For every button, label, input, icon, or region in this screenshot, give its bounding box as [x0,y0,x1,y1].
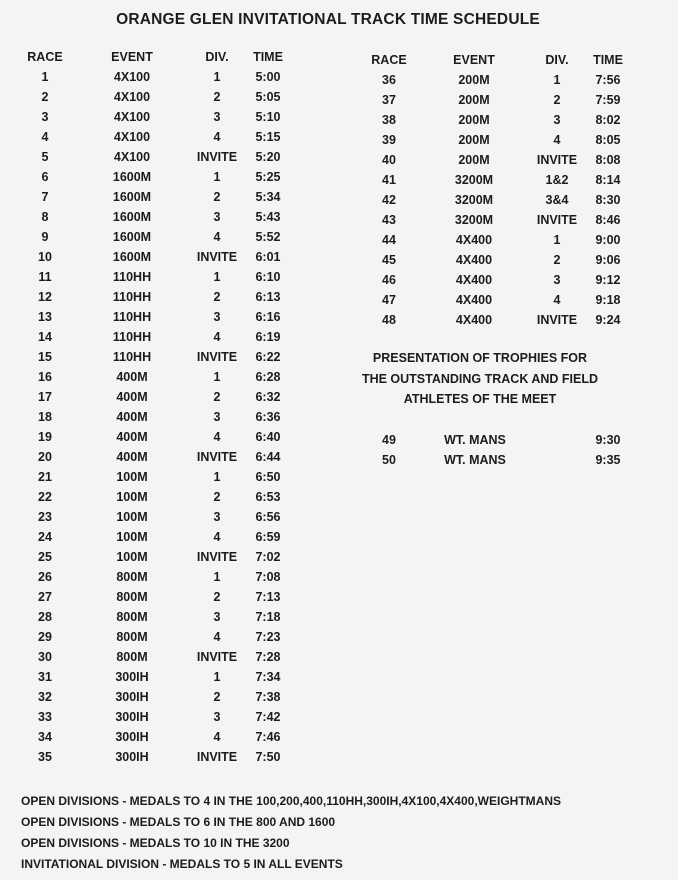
table-row [0,150,678,170]
race-number: 27 [38,590,52,604]
race-time: 9:35 [595,453,621,467]
note-line: OPEN DIVISIONS - MEDALS TO 4 IN THE 100,200,400,110HH,300IH,4X100,4X400,WEIGHTMANS [21,794,561,808]
table-row [0,507,340,527]
table-row [0,707,340,727]
presentation-line: PRESENTATION OF TROPHIES FOR [372,351,588,365]
event-name: 110HH [112,310,152,324]
event-name: 200M [458,73,490,87]
event-name: WT. MANS [444,453,506,467]
race-number: 2 [41,90,49,104]
event-name: 100M [116,530,148,544]
division: 1 [213,570,221,584]
division: 3 [213,710,221,724]
race-time: 5:05 [255,90,281,104]
race-time: 7:08 [255,570,281,584]
header-event: EVENT [453,53,495,67]
race-number: 32 [38,690,52,704]
race-time: 5:34 [255,190,281,204]
event-name: 400M [116,410,148,424]
event-name: 800M [116,610,148,624]
division: INVITE [196,550,238,564]
race-time: 5:10 [255,110,281,124]
event-name: 4X400 [455,233,493,247]
race-number: 47 [382,293,396,307]
page-title: ORANGE GLEN INVITATIONAL TRACK TIME SCHEDULE [116,11,540,28]
division: 4 [213,130,221,144]
event-name: 3200M [454,173,494,187]
race-number: 25 [38,550,52,564]
table-row [0,587,340,607]
race-time: 8:30 [595,193,621,207]
event-name: 200M [458,93,490,107]
division: 1 [213,470,221,484]
race-number: 10 [38,250,52,264]
race-time: 9:06 [595,253,621,267]
division: 4 [213,530,221,544]
table-row [0,627,340,647]
event-name: 200M [458,113,490,127]
note-line: OPEN DIVISIONS - MEDALS TO 6 IN THE 800 AND 1600 [21,815,336,829]
race-time: 6:32 [255,390,281,404]
race-number: 3 [41,110,49,124]
race-time: 6:36 [255,410,281,424]
event-name: 1600M [112,190,152,204]
division: INVITE [536,153,578,167]
event-name: 110HH [112,290,152,304]
race-number: 45 [382,253,396,267]
race-time: 6:19 [255,330,281,344]
race-time: 8:08 [595,153,621,167]
race-number: 17 [38,390,52,404]
race-number: 23 [38,510,52,524]
race-number: 49 [382,433,396,447]
race-time: 6:13 [255,290,281,304]
event-name: 4X400 [455,273,493,287]
race-time: 7:18 [255,610,281,624]
race-time: 7:46 [255,730,281,744]
note-line: OPEN DIVISIONS - MEDALS TO 10 IN THE 3200 [21,836,290,850]
event-name: 400M [116,430,148,444]
division: 1 [553,73,561,87]
race-number: 5 [41,150,49,164]
division: 1&2 [545,173,569,187]
table-row [0,747,340,767]
division: INVITE [196,150,238,164]
event-name: 800M [116,570,148,584]
event-name: 100M [116,550,148,564]
event-name: 1600M [112,170,152,184]
race-time: 5:25 [255,170,281,184]
table-row [0,407,340,427]
division: 3 [553,273,561,287]
race-time: 8:14 [595,173,621,187]
event-name: 4X100 [113,130,151,144]
event-name: 300IH [115,750,149,764]
event-name: 1600M [112,230,152,244]
race-time: 5:00 [255,70,281,84]
division: 4 [553,133,561,147]
note-line: INVITATIONAL DIVISION - MEDALS TO 5 IN ALL EVENTS [21,857,343,871]
medal-notes [21,791,561,875]
event-name: 100M [116,470,148,484]
event-name: 100M [116,510,148,524]
table-row [0,230,678,250]
table-row [0,90,678,110]
table-row [0,430,678,450]
event-name: 1600M [112,250,152,264]
event-name: 110HH [112,270,152,284]
table-row [0,647,340,667]
division: 2 [213,590,221,604]
race-number: 15 [38,350,52,364]
race-time: 6:40 [255,430,281,444]
event-name: 300IH [115,670,149,684]
division: 1 [213,370,221,384]
race-number: 24 [38,530,52,544]
race-number: 12 [38,290,52,304]
race-number: 34 [38,730,52,744]
event-name: 800M [116,630,148,644]
race-time: 6:22 [255,350,281,364]
division: INVITE [196,350,238,364]
race-time: 7:50 [255,750,281,764]
header-div: DIV. [545,53,569,67]
table-row [0,347,340,367]
event-name: 4X400 [455,313,493,327]
race-time: 5:20 [255,150,281,164]
table-row [0,607,340,627]
race-time: 7:23 [255,630,281,644]
presentation-line: THE OUTSTANDING TRACK AND FIELD [361,371,599,386]
division: 2 [213,490,221,504]
weight-events-table [0,430,678,470]
event-name: 110HH [112,350,152,364]
event-name: 300IH [115,690,149,704]
event-name: 110HH [112,330,152,344]
division: 3 [213,610,221,624]
race-number: 20 [38,450,52,464]
table-row [0,250,678,270]
table-row [0,567,340,587]
table-row [0,450,678,470]
race-number: 40 [382,153,396,167]
race-time: 7:56 [595,73,621,87]
race-number: 37 [382,93,396,107]
division: 4 [213,630,221,644]
race-time: 7:28 [255,650,281,664]
header-race: RACE [371,53,407,67]
table-row [0,310,678,330]
event-name: 4X100 [113,70,151,84]
event-name: 4X400 [455,253,493,267]
presentation-line: ATHLETES OF THE MEET [403,392,557,406]
race-time: 9:18 [595,293,621,307]
race-number: 1 [41,70,49,84]
race-number: 11 [38,270,52,284]
division: 3 [213,410,221,424]
race-number: 28 [38,610,52,624]
race-time: 6:01 [255,250,281,264]
race-time: 6:56 [255,510,281,524]
table-row [0,687,340,707]
race-number: 7 [41,190,49,204]
event-name: 4X400 [455,293,493,307]
event-name: 800M [116,650,148,664]
race-number: 43 [382,213,396,227]
event-name: 200M [458,133,490,147]
race-number: 39 [382,133,396,147]
race-time: 9:24 [595,313,621,327]
race-time: 5:43 [255,210,281,224]
race-number: 46 [382,273,396,287]
division: 2 [213,390,221,404]
race-time: 7:02 [255,550,281,564]
race-number: 8 [41,210,49,224]
race-number: 6 [41,170,49,184]
division: 4 [213,430,221,444]
division: INVITE [196,450,238,464]
race-time: 8:46 [595,213,621,227]
division: 4 [213,330,221,344]
race-time: 6:16 [255,310,281,324]
division: 3 [213,210,221,224]
header-event: EVENT [111,50,153,64]
table-row [0,467,340,487]
race-time: 6:59 [255,530,281,544]
race-number: 44 [382,233,396,247]
division: 3 [213,110,221,124]
division: 4 [553,293,561,307]
table-header [0,50,678,70]
event-name: 3200M [454,193,494,207]
race-number: 50 [382,453,396,467]
event-name: 4X100 [113,150,151,164]
division: 1 [213,170,221,184]
race-number: 35 [38,750,52,764]
race-time: 7:38 [255,690,281,704]
race-number: 30 [38,650,52,664]
event-name: 200M [458,153,490,167]
table-row [0,487,340,507]
division: 1 [213,670,221,684]
race-number: 33 [38,710,52,724]
division: 2 [213,190,221,204]
event-name: 400M [116,390,148,404]
division: 2 [553,253,561,267]
event-name: 400M [116,370,148,384]
division: INVITE [196,250,238,264]
table-row [0,110,678,130]
race-time: 7:59 [595,93,621,107]
table-row [0,547,340,567]
event-name: 4X100 [113,110,151,124]
division: 2 [553,93,561,107]
table-row [0,170,678,190]
header-time: TIME [593,53,623,67]
right-schedule-table [0,50,678,330]
race-time: 6:50 [255,470,281,484]
table-row [0,527,340,547]
race-number: 36 [382,73,396,87]
race-number: 41 [382,173,396,187]
division: INVITE [536,213,578,227]
race-number: 13 [38,310,52,324]
race-number: 31 [38,670,52,684]
race-number: 14 [38,330,52,344]
table-row [0,270,678,290]
division: INVITE [196,750,238,764]
table-row [0,210,678,230]
division: 1 [213,270,221,284]
division: 2 [213,290,221,304]
race-number: 9 [41,230,49,244]
division: INVITE [196,650,238,664]
division: 3 [553,113,561,127]
race-time: 9:30 [595,433,621,447]
race-time: 7:34 [255,670,281,684]
event-name: WT. MANS [444,433,506,447]
division: 3 [213,510,221,524]
race-time: 5:15 [255,130,281,144]
division: 3 [213,310,221,324]
event-name: 3200M [454,213,494,227]
race-time: 8:05 [595,133,621,147]
race-number: 18 [38,410,52,424]
division: INVITE [536,313,578,327]
event-name: 300IH [115,710,149,724]
table-row [0,130,678,150]
race-number: 48 [382,313,396,327]
race-time: 5:52 [255,230,281,244]
division: 4 [213,730,221,744]
header-div: DIV. [205,50,229,64]
table-row [0,667,340,687]
trophy-presentation-notice [320,348,640,410]
race-time: 8:02 [595,113,621,127]
race-number: 19 [38,430,52,444]
race-number: 26 [38,570,52,584]
table-row [0,367,340,387]
event-name: 1600M [112,210,152,224]
race-number: 16 [38,370,52,384]
race-number: 42 [382,193,396,207]
race-number: 4 [41,130,49,144]
race-number: 29 [38,630,52,644]
race-time: 6:53 [255,490,281,504]
table-row [0,190,678,210]
race-time: 6:44 [255,450,281,464]
division: 2 [213,90,221,104]
race-time: 9:00 [595,233,621,247]
header-time: TIME [253,50,283,64]
race-time: 7:13 [255,590,281,604]
race-number: 38 [382,113,396,127]
table-row [0,327,340,347]
division: 1 [553,233,561,247]
event-name: 400M [116,450,148,464]
table-row [0,387,340,407]
table-row [0,290,678,310]
race-time: 7:42 [255,710,281,724]
event-name: 4X100 [113,90,151,104]
division: 3&4 [545,193,569,207]
table-row [0,70,678,90]
division: 2 [213,690,221,704]
division: 1 [213,70,221,84]
race-time: 9:12 [595,273,621,287]
race-time: 6:10 [255,270,281,284]
event-name: 300IH [115,730,149,744]
race-time: 6:28 [255,370,281,384]
event-name: 100M [116,490,148,504]
division: 4 [213,230,221,244]
table-row [0,727,340,747]
race-number: 22 [38,490,52,504]
event-name: 800M [116,590,148,604]
race-number: 21 [38,470,52,484]
header-race: RACE [27,50,63,64]
